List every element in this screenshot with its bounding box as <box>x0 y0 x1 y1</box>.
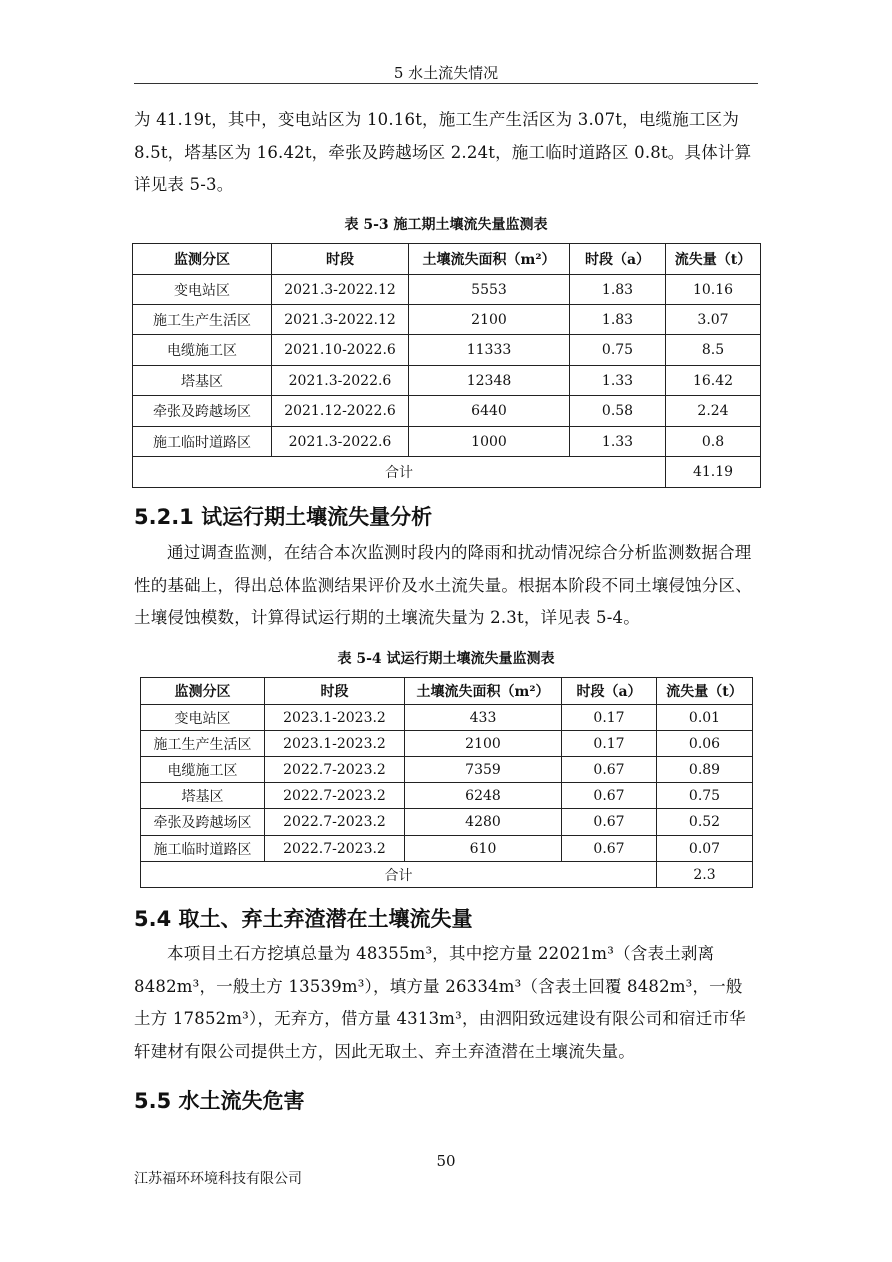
table-row <box>141 705 753 731</box>
total-label: 合计 <box>133 457 666 488</box>
table-cell: 433 <box>405 705 562 731</box>
section-5-2-1-heading: 5.2.1 试运行期土壤流失量分析 <box>134 505 433 529</box>
table-cell: 0.06 <box>657 731 753 757</box>
table-cell: 电缆施工区 <box>133 335 272 366</box>
table-row <box>133 275 761 305</box>
table-cell: 0.17 <box>562 705 657 731</box>
table-5-4-caption: 表 5-4 试运行期土壤流失量监测表 <box>337 651 555 667</box>
header-cell: 时段 <box>265 678 405 705</box>
table-cell: 0.58 <box>570 396 666 427</box>
table-cell: 1.33 <box>570 366 666 396</box>
table-cell: 2021.3-2022.12 <box>272 275 409 305</box>
table-header-row <box>141 678 753 705</box>
table-cell: 16.42 <box>666 366 761 396</box>
table-cell: 0.07 <box>657 836 753 862</box>
table-cell: 7359 <box>405 757 562 783</box>
table-cell: 12348 <box>409 366 570 396</box>
table-cell: 0.67 <box>562 783 657 809</box>
table-cell: 2021.3-2022.6 <box>272 427 409 457</box>
header-cell: 时段（a） <box>562 678 657 705</box>
section-5-4-heading: 5.4 取土、弃土弃渣潜在土壤流失量 <box>134 907 473 931</box>
table-row <box>141 783 753 809</box>
table-cell: 0.89 <box>657 757 753 783</box>
table-cell: 牵张及跨越场区 <box>133 396 272 427</box>
table-row <box>133 335 761 366</box>
table-cell: 2022.7-2023.2 <box>265 783 405 809</box>
table-cell: 变电站区 <box>133 275 272 305</box>
total-value: 2.3 <box>657 862 753 888</box>
table-cell: 2021.12-2022.6 <box>272 396 409 427</box>
table-cell: 施工生产生活区 <box>133 305 272 335</box>
table-5-4 <box>140 677 753 888</box>
table-row <box>141 836 753 862</box>
table-cell: 6440 <box>409 396 570 427</box>
table-row <box>141 809 753 836</box>
table-row <box>141 731 753 757</box>
page-header-title: 5 水土流失情况 <box>393 64 499 82</box>
table-total-row <box>133 457 761 488</box>
section-5-2-1-paragraph: 通过调查监测，在结合本次监测时段内的降雨和扰动情况综合分析监测数据合理性的基础上，得出总体监测结果评价及水土流失量。根据本阶段不同土壤侵蚀分区、土壤侵蚀模数，计算得试运行期的土壤流失量为 2.3t，详见表 5-4。 <box>134 543 752 627</box>
table-row <box>133 396 761 427</box>
table-cell: 塔基区 <box>133 366 272 396</box>
table-cell: 2021.3-2022.12 <box>272 305 409 335</box>
header-cell: 土壤流失面积（m²） <box>409 244 570 275</box>
header-cell: 流失量（t） <box>657 678 753 705</box>
header-cell: 流失量（t） <box>666 244 761 275</box>
table-cell: 施工生产生活区 <box>141 731 265 757</box>
table-cell: 0.75 <box>657 783 753 809</box>
table-cell: 3.07 <box>666 305 761 335</box>
table-row <box>133 366 761 396</box>
header-cell: 监测分区 <box>141 678 265 705</box>
header-cell: 监测分区 <box>133 244 272 275</box>
page-number: 50 <box>436 1152 456 1170</box>
table-cell: 2100 <box>405 731 562 757</box>
table-cell: 2022.7-2023.2 <box>265 836 405 862</box>
table-row <box>133 305 761 335</box>
table-cell: 2100 <box>409 305 570 335</box>
footer-company: 江苏福环环境科技有限公司 <box>134 1171 302 1187</box>
total-value: 41.19 <box>666 457 761 488</box>
table-cell: 0.52 <box>657 809 753 836</box>
table-cell: 牵张及跨越场区 <box>141 809 265 836</box>
table-cell: 1.83 <box>570 305 666 335</box>
table-row <box>141 757 753 783</box>
table-cell: 5553 <box>409 275 570 305</box>
table-cell: 0.67 <box>562 836 657 862</box>
table-5-3-caption: 表 5-3 施工期土壤流失量监测表 <box>344 217 548 233</box>
table-cell: 6248 <box>405 783 562 809</box>
table-cell: 1.83 <box>570 275 666 305</box>
table-cell: 0.01 <box>657 705 753 731</box>
table-cell: 2.24 <box>666 396 761 427</box>
table-cell: 2023.1-2023.2 <box>265 705 405 731</box>
table-cell: 8.5 <box>666 335 761 366</box>
section-5-4-paragraph: 本项目土石方挖填总量为 48355m³，其中挖方量 22021m³（含表土剥离 8482m³，一般土方 13539m³），填方量 26334m³（含表土回覆 8482m³，一般土方 17852m³），无弃方，借方量 4313m³，由泗阳致远建设有限公司和宿迁市华轩建材有限公司提供土方，因此无取土、弃土弃渣潜在土壤流失量。 <box>134 944 746 1061</box>
table-cell: 塔基区 <box>141 783 265 809</box>
table-cell: 1000 <box>409 427 570 457</box>
table-cell: 2022.7-2023.2 <box>265 809 405 836</box>
table-cell: 2021.3-2022.6 <box>272 366 409 396</box>
table-total-row <box>141 862 753 888</box>
intro-paragraph: 为 41.19t，其中，变电站区为 10.16t，施工生产生活区为 3.07t，电缆施工区为 8.5t，塔基区为 16.42t，牵张及跨越场区 2.24t，施工临时道路区 0.8t。具体计算详见表 5-3。 <box>134 110 752 194</box>
table-cell: 2023.1-2023.2 <box>265 731 405 757</box>
table-5-3 <box>132 243 761 488</box>
table-cell: 变电站区 <box>141 705 265 731</box>
table-cell: 0.75 <box>570 335 666 366</box>
table-cell: 0.67 <box>562 809 657 836</box>
table-cell: 电缆施工区 <box>141 757 265 783</box>
table-cell: 1.33 <box>570 427 666 457</box>
header-divider <box>134 83 758 84</box>
table-cell: 0.8 <box>666 427 761 457</box>
table-cell: 施工临时道路区 <box>141 836 265 862</box>
total-label: 合计 <box>141 862 657 888</box>
table-cell: 2021.10-2022.6 <box>272 335 409 366</box>
table-cell: 11333 <box>409 335 570 366</box>
header-cell: 土壤流失面积（m²） <box>405 678 562 705</box>
table-cell: 610 <box>405 836 562 862</box>
table-cell: 0.67 <box>562 757 657 783</box>
table-row <box>133 427 761 457</box>
table-cell: 施工临时道路区 <box>133 427 272 457</box>
table-cell: 4280 <box>405 809 562 836</box>
section-5-5-heading: 5.5 水土流失危害 <box>134 1089 305 1113</box>
table-header-row <box>133 244 761 275</box>
header-cell: 时段（a） <box>570 244 666 275</box>
table-cell: 2022.7-2023.2 <box>265 757 405 783</box>
header-cell: 时段 <box>272 244 409 275</box>
table-cell: 0.17 <box>562 731 657 757</box>
table-cell: 10.16 <box>666 275 761 305</box>
